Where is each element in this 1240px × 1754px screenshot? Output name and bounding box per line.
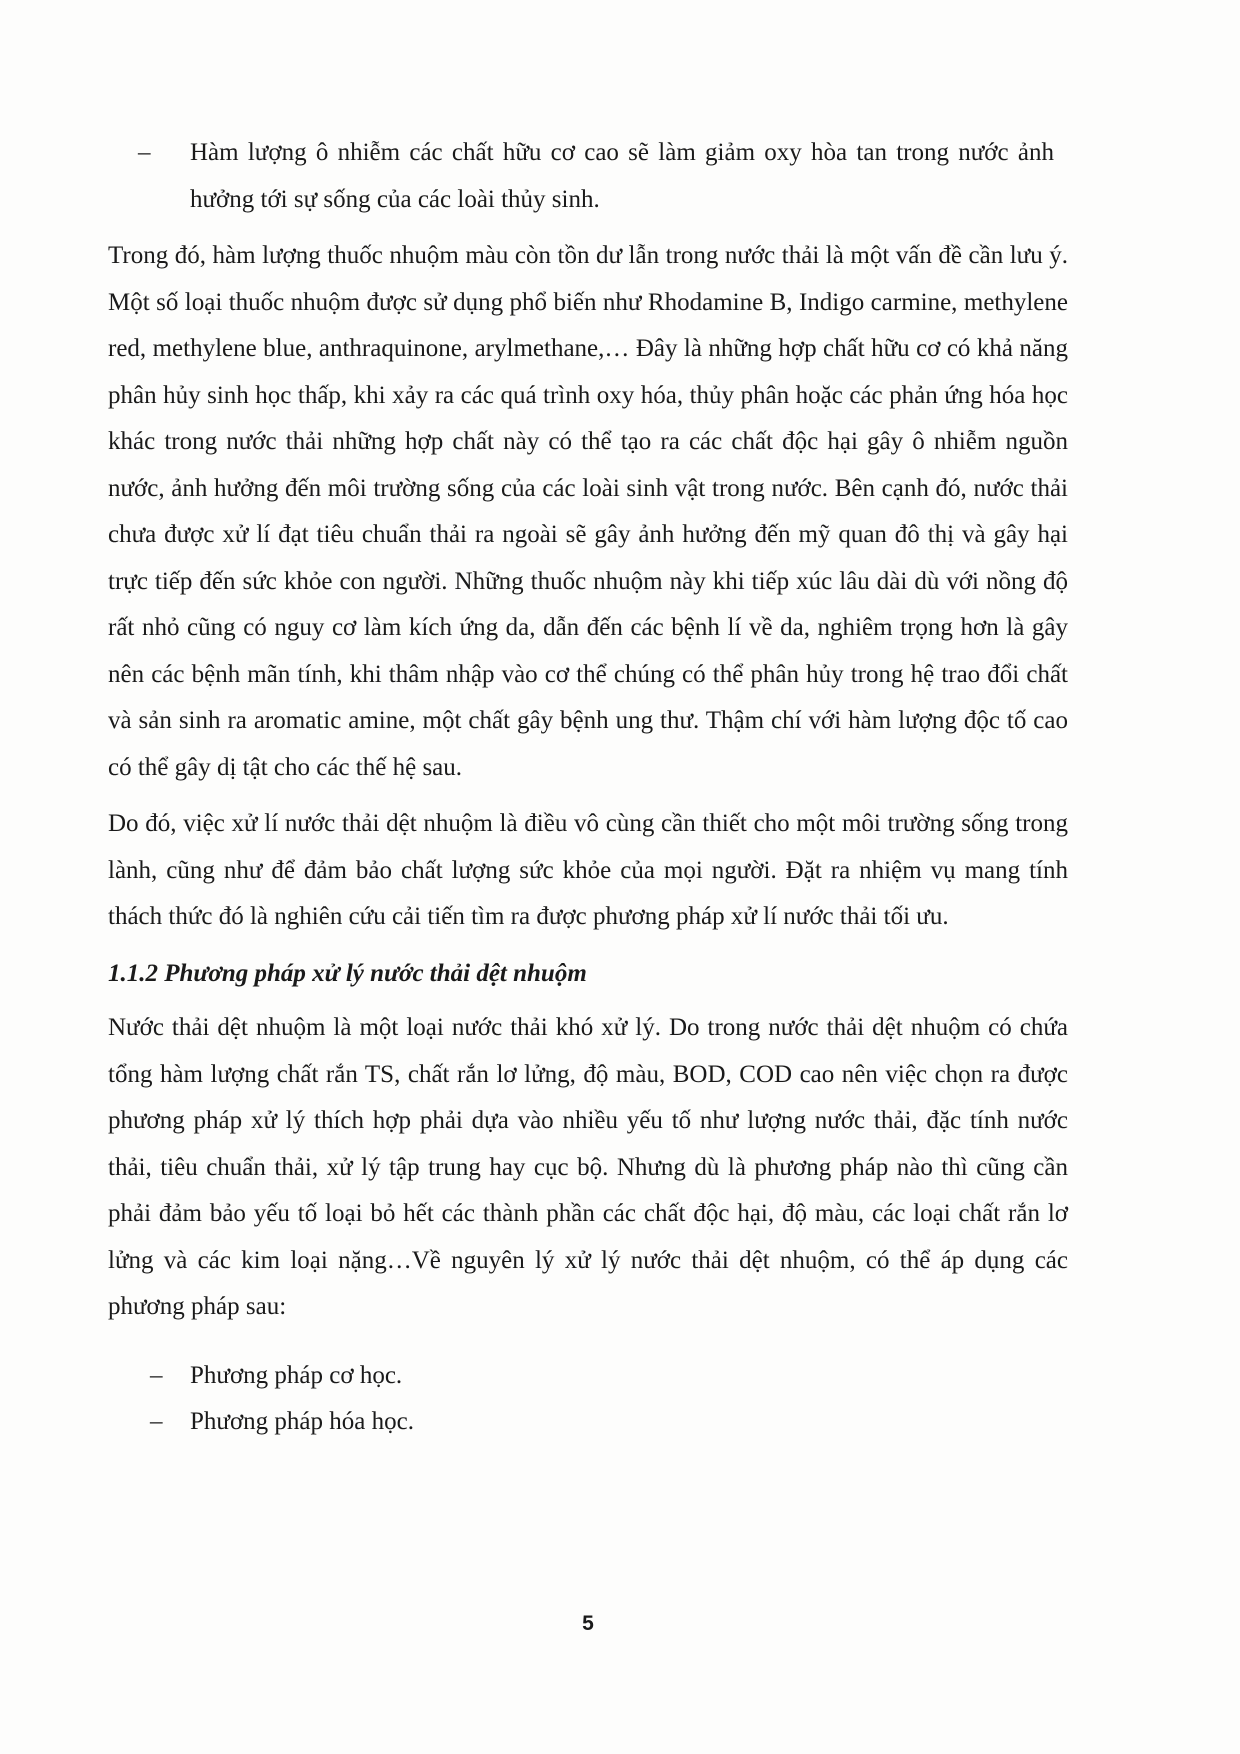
bullet-dash: –: [138, 139, 151, 166]
body-paragraph: Trong đó, hàm lượng thuốc nhuộm màu còn tồn dư lẫn trong nước thải là một vấn đề cần lưu ý. Một số loại thuốc nhuộm được sử dụng phổ biến như Rhodamine B, Indigo carmine, methylene red, methylene blue, anthraquinone, arylmethane,… Đây là những hợp chất hữu cơ có khả năng phân hủy sinh học thấp, khi xảy ra các quá trình oxy hóa, thủy phân hoặc các phản ứng hóa học khác trong nước thải những hợp chất này có thể tạo ra các chất độc hại gây ô nhiễm nguồn nước, ảnh hưởng đến môi trường sống của các loài sinh vật trong nước. Bên cạnh đó, nước thải chưa được xử lí đạt tiêu chuẩn thải ra ngoài sẽ gây ảnh hưởng đến mỹ quan đô thị và gây hại trực tiếp đến sức khỏe con người. Những thuốc nhuộm này khi tiếp xúc lâu dài dù với nồng độ rất nhỏ cũng có nguy cơ làm kích ứng da, dẫn đến các bệnh lí về da, nghiêm trọng hơn là gây nên các bệnh mãn tính, khi thâm nhập vào cơ thể chúng có thể phân hủy trong hệ trao đổi chất và sản sinh ra aromatic amine, một chất gây bệnh ung thư. Thậm chí với hàm lượng độc tố cao có thể gây dị tật cho các thế hệ sau.: [108, 242, 1068, 781]
section-heading: 1.1.2 Phương pháp xử lý nước thải dệt nhuộm: [108, 959, 587, 987]
section-paragraph: Nước thải dệt nhuộm là một loại nước thải khó xử lý. Do trong nước thải dệt nhuộm có chứa tổng hàm lượng chất rắn TS, chất rắn lơ lửng, độ màu, BOD, COD cao nên việc chọn ra được phương pháp xử lý thích hợp phải dựa vào nhiều yếu tố như lượng nước thải, đặc tính nước thải, tiêu chuẩn thải, xử lý tập trung hay cục bộ. Nhưng dù là phương pháp nào thì cũng cần phải đảm bảo yếu tố loại bỏ hết các thành phần các chất độc hại, độ màu, các loại chất rắn lơ lửng và các kim loại nặng…Về nguyên lý xử lý nước thải dệt nhuộm, có thể áp dụng các phương pháp sau:: [108, 1014, 1068, 1320]
page-content: [108, 130, 1068, 1446]
bullet-dash: –: [150, 1408, 163, 1435]
methods-list: [108, 1353, 1068, 1446]
bullet-dash: –: [150, 1361, 163, 1389]
body-paragraph: Do đó, việc xử lí nước thải dệt nhuộm là điều vô cùng cần thiết cho một môi trường sống trong lành, cũng như để đảm bảo chất lượng sức khỏe của mọi người. Đặt ra nhiệm vụ mang tính thách thức đó là nghiên cứu cải tiến tìm ra được phương pháp xử lí nước thải tối ưu.: [108, 810, 1068, 930]
method-item: Phương pháp cơ học.: [190, 1361, 403, 1389]
bullet-text: Hàm lượng ô nhiễm các chất hữu cơ cao sẽ làm giảm oxy hòa tan trong nước ảnh hưởng tới sự sống của các loài thủy sinh.: [190, 139, 1054, 213]
list-item: [108, 1353, 1068, 1400]
list-item: [108, 1399, 1068, 1446]
page-number: 5: [582, 1612, 594, 1635]
list-item: [108, 130, 1068, 223]
method-item: Phương pháp hóa học.: [190, 1408, 414, 1435]
